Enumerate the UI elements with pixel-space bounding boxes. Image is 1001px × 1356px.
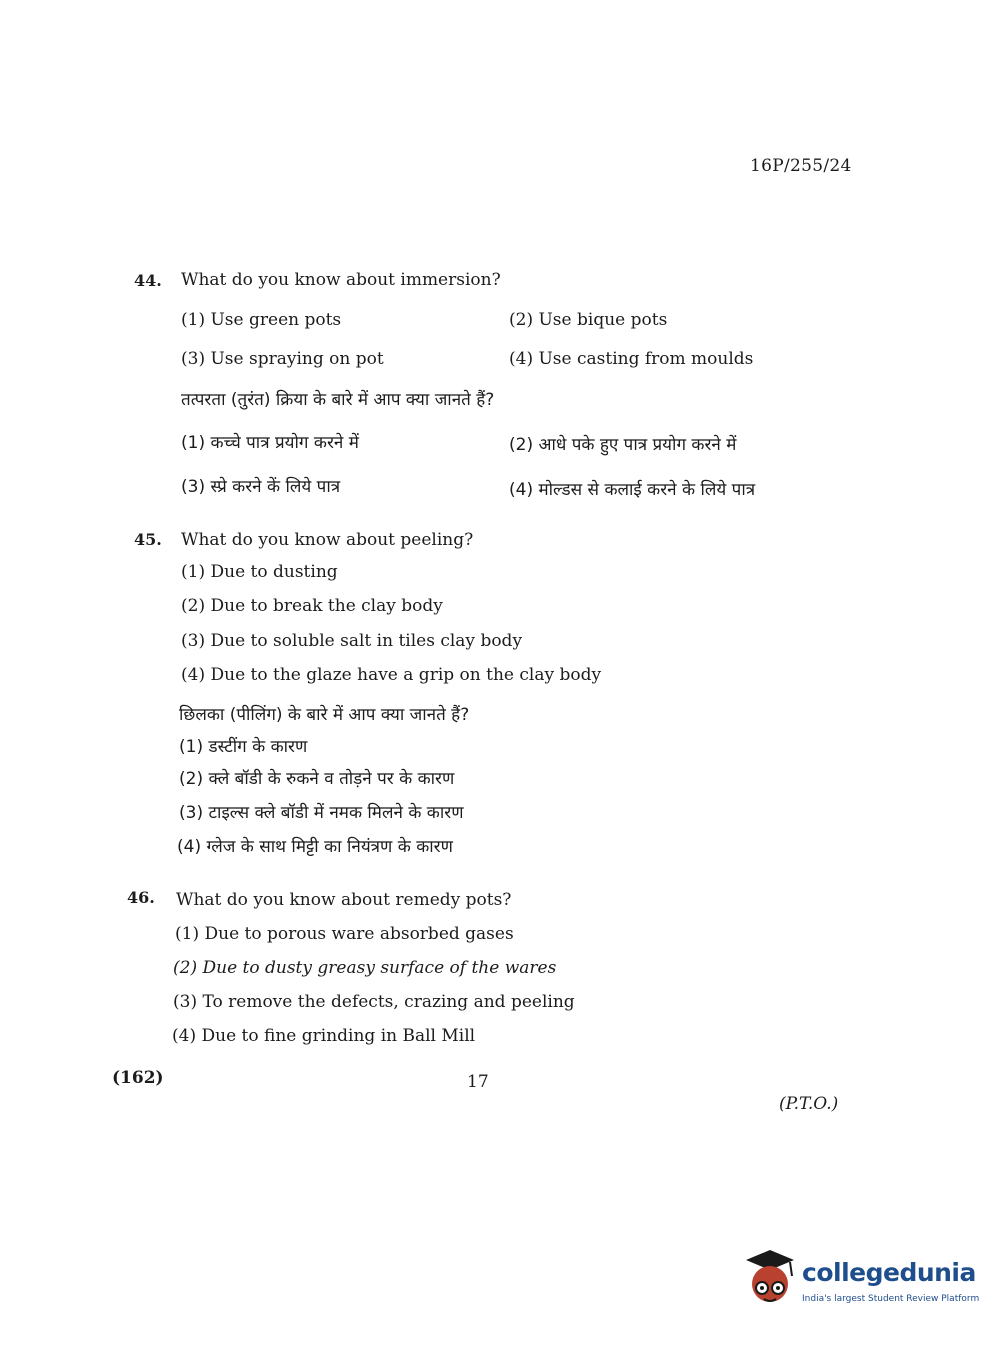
page-number: 17: [467, 1072, 489, 1092]
option-hi: (2) आधे पके हुए पात्र प्रयोग करने में: [509, 435, 737, 455]
option-en: (3) Use spraying on pot: [181, 349, 384, 369]
booklet-code: (162): [112, 1068, 164, 1088]
option-en: (1) Due to dusting: [181, 562, 338, 582]
option-en: (2) Due to dusty greasy surface of the wares: [173, 958, 557, 978]
option-hi: (4) ग्लेज के साथ मिट्टी का नियंत्रण के कारण: [177, 837, 453, 857]
question-text-en: What do you know about peeling?: [181, 530, 474, 550]
logo-name: collegedunia: [802, 1258, 976, 1287]
mascot-icon: [740, 1246, 798, 1310]
option-en: (4) Due to fine grinding in Ball Mill: [172, 1026, 476, 1046]
question-text-hi: तत्परता (तुरंत) क्रिया के बारे में आप क्या जानते हैं?: [181, 390, 495, 410]
option-en: (4) Use casting from moulds: [509, 349, 754, 369]
question-number: 44.: [134, 271, 162, 290]
question-text-en: What do you know about remedy pots?: [176, 890, 512, 910]
option-hi: (2) क्ले बॉडी के रुकने व तोड़ने पर के कारण: [179, 769, 455, 789]
option-en: (1) Use green pots: [181, 310, 342, 330]
option-hi: (3) टाइल्स क्ले बॉडी में नमक मिलने के कारण: [179, 803, 464, 823]
option-en: (3) To remove the defects, crazing and peeling: [173, 992, 575, 1012]
option-en: (4) Due to the glaze have a grip on the clay body: [181, 665, 602, 685]
option-hi: (4) मोल्डस से कलाई करने के लिये पात्र: [509, 480, 756, 500]
question-text-en: What do you know about immersion?: [181, 270, 501, 290]
option-en: (3) Due to soluble salt in tiles clay body: [181, 631, 523, 651]
collegedunia-logo: [740, 1246, 980, 1316]
logo-tagline: India's largest Student Review Platform: [802, 1294, 980, 1304]
option-hi: (1) डस्टींग के कारण: [179, 737, 308, 757]
option-hi: (1) कच्चे पात्र प्रयोग करने में: [181, 433, 359, 453]
option-hi: (3) स्प्रे करने कें लिये पात्र: [181, 477, 341, 497]
question-number: 46.: [127, 888, 155, 907]
question-text-hi: छिलका (पीलिंग) के बारे में आप क्या जानते हैं?: [179, 705, 470, 725]
pto-note: (P.T.O.): [779, 1094, 839, 1114]
option-en: (1) Due to porous ware absorbed gases: [175, 924, 514, 944]
option-en: (2) Due to break the clay body: [181, 596, 443, 616]
paper-code: 16P/255/24: [750, 156, 852, 176]
question-number: 45.: [134, 530, 162, 549]
option-en: (2) Use bique pots: [509, 310, 668, 330]
